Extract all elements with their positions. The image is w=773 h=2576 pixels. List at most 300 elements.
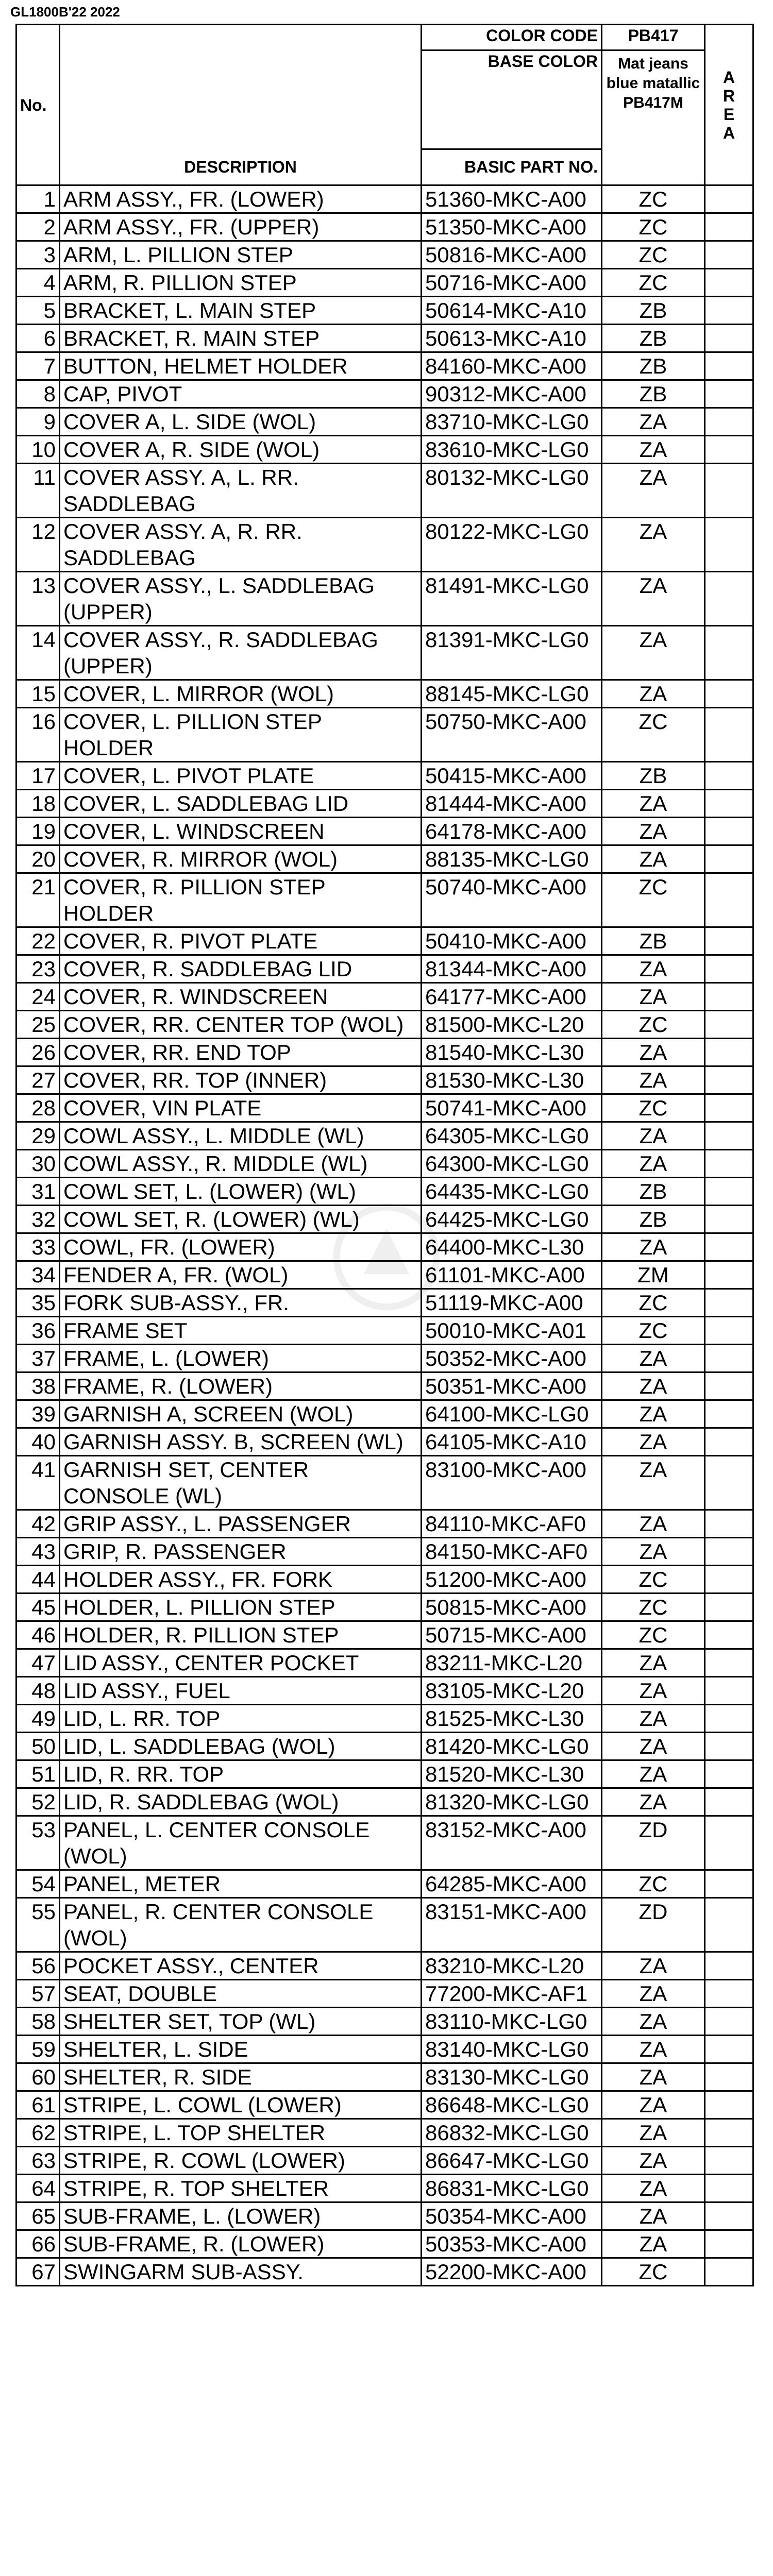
row-description: [60, 436, 422, 464]
row-color-code: ZA: [602, 436, 705, 464]
description-line: COVER, L. SADDLEBAG LID: [63, 791, 349, 816]
row-part-number: 64305-MKC-LG0: [422, 1122, 602, 1150]
table-row: [16, 297, 753, 325]
table-row: [16, 185, 753, 213]
row-number: 20: [16, 845, 60, 873]
row-number: 9: [16, 408, 60, 436]
row-area: [705, 790, 753, 818]
row-part-number: 84110-MKC-AF0: [422, 1510, 602, 1538]
row-number: 38: [16, 1372, 60, 1400]
row-part-number: 51360-MKC-A00: [422, 185, 602, 213]
row-area: [705, 1816, 753, 1870]
row-area: [705, 762, 753, 790]
row-part-number: 50415-MKC-A00: [422, 762, 602, 790]
row-number: 19: [16, 818, 60, 845]
row-area: [705, 1538, 753, 1566]
row-description: [60, 1760, 422, 1788]
table-row: [16, 1428, 753, 1456]
description-line: COVER, VIN PLATE: [63, 1096, 262, 1120]
table-row: [16, 1816, 753, 1870]
table-row: [16, 1066, 753, 1094]
row-number: 34: [16, 1261, 60, 1289]
row-number: 57: [16, 1980, 60, 2008]
header-description: DESCRIPTION: [60, 25, 422, 185]
row-number: 23: [16, 955, 60, 983]
row-number: 45: [16, 1594, 60, 1621]
row-description: [60, 1261, 422, 1289]
row-number: 54: [16, 1870, 60, 1898]
row-part-number: 81491-MKC-LG0: [422, 572, 602, 626]
table-row: [16, 873, 753, 927]
row-color-code: ZA: [602, 2008, 705, 2036]
row-number: 14: [16, 626, 60, 680]
table-row: [16, 1372, 753, 1400]
description-line: GARNISH A, SCREEN (WOL): [63, 1402, 354, 1426]
description-line: FRAME SET: [63, 1318, 188, 1343]
row-number: 25: [16, 1011, 60, 1039]
row-number: 11: [16, 464, 60, 518]
row-color-code: ZB: [602, 1206, 705, 1233]
row-description: [60, 1400, 422, 1428]
row-area: [705, 2091, 753, 2119]
row-area: [705, 1094, 753, 1122]
row-color-code: ZC: [602, 241, 705, 269]
row-area: [705, 325, 753, 352]
row-number: 15: [16, 680, 60, 708]
description-line: COVER, RR. END TOP: [63, 1040, 291, 1064]
row-color-code: ZA: [602, 1952, 705, 1980]
description-line: LID, L. SADDLEBAG (WOL): [63, 1734, 335, 1758]
row-description: [60, 1372, 422, 1400]
description-line: COVER ASSY., L. SADDLEBAG: [63, 573, 375, 598]
row-color-code: ZA: [602, 1649, 705, 1677]
description-line: HOLDER: [63, 901, 154, 925]
description-line: LID, L. RR. TOP: [63, 1706, 221, 1731]
table-row: [16, 1538, 753, 1566]
parts-table: [15, 24, 754, 2286]
row-description: [60, 708, 422, 762]
row-description: [60, 352, 422, 380]
description-line: LID ASSY., FUEL: [63, 1679, 230, 1703]
row-area: [705, 1952, 753, 1980]
description-line: COVER, RR. CENTER TOP (WOL): [63, 1012, 404, 1037]
row-area: [705, 2175, 753, 2202]
row-number: 46: [16, 1621, 60, 1649]
table-row: [16, 325, 753, 352]
table-row: [16, 1677, 753, 1705]
row-description: [60, 1289, 422, 1317]
table-row: [16, 1206, 753, 1233]
row-description: [60, 626, 422, 680]
row-part-number: 50815-MKC-A00: [422, 1594, 602, 1621]
row-description: [60, 2230, 422, 2258]
description-line: POCKET ASSY., CENTER: [63, 1954, 319, 1978]
table-row: [16, 1510, 753, 1538]
row-area: [705, 2036, 753, 2063]
row-description: [60, 185, 422, 213]
description-line: (UPPER): [63, 654, 153, 678]
row-color-code: ZA: [602, 1372, 705, 1400]
row-part-number: 81525-MKC-L30: [422, 1705, 602, 1733]
row-color-code: ZA: [602, 818, 705, 845]
row-area: [705, 2063, 753, 2091]
description-line: ARM, R. PILLION STEP: [63, 270, 297, 295]
row-part-number: 50351-MKC-A00: [422, 1372, 602, 1400]
description-line: SADDLEBAG: [63, 546, 196, 570]
row-number: 21: [16, 873, 60, 927]
row-part-number: 84150-MKC-AF0: [422, 1538, 602, 1566]
row-color-code: ZC: [602, 2258, 705, 2286]
row-description: [60, 1621, 422, 1649]
description-line: STRIPE, R. TOP SHELTER: [63, 2176, 329, 2200]
row-number: 26: [16, 1039, 60, 1066]
row-area: [705, 1456, 753, 1510]
row-color-code: ZC: [602, 1011, 705, 1039]
row-color-code: ZC: [602, 269, 705, 297]
row-color-code: ZA: [602, 2036, 705, 2063]
row-color-code: ZA: [602, 2091, 705, 2119]
row-description: [60, 518, 422, 572]
description-line: COVER, L. PILLION STEP: [63, 709, 322, 734]
description-line: COWL, FR. (LOWER): [63, 1235, 275, 1259]
row-color-code: ZC: [602, 1621, 705, 1649]
row-area: [705, 436, 753, 464]
description-line: COVER, L. WINDSCREEN: [63, 819, 325, 843]
row-description: [60, 1428, 422, 1456]
row-number: 52: [16, 1788, 60, 1816]
row-description: [60, 2258, 422, 2286]
row-number: 66: [16, 2230, 60, 2258]
row-part-number: 64300-MKC-LG0: [422, 1150, 602, 1178]
row-color-code: ZB: [602, 352, 705, 380]
row-area: [705, 2202, 753, 2230]
row-description: [60, 572, 422, 626]
row-area: [705, 1150, 753, 1178]
row-area: [705, 185, 753, 213]
table-row: [16, 1952, 753, 1980]
row-part-number: 64400-MKC-L30: [422, 1233, 602, 1261]
row-part-number: 83130-MKC-LG0: [422, 2063, 602, 2091]
row-part-number: 83610-MKC-LG0: [422, 436, 602, 464]
row-description: [60, 873, 422, 927]
row-number: 59: [16, 2036, 60, 2063]
row-number: 51: [16, 1760, 60, 1788]
description-line: COVER, R. WINDSCREEN: [63, 985, 328, 1009]
table-row: [16, 1621, 753, 1649]
description-line: COVER, RR. TOP (INNER): [63, 1068, 327, 1092]
row-part-number: 50354-MKC-A00: [422, 2202, 602, 2230]
row-number: 39: [16, 1400, 60, 1428]
description-line: PANEL, METER: [63, 1872, 221, 1896]
table-row: [16, 2008, 753, 2036]
row-description: [60, 1094, 422, 1122]
row-part-number: 83210-MKC-L20: [422, 1952, 602, 1980]
description-line: BUTTON, HELMET HOLDER: [63, 354, 348, 378]
row-color-code: ZA: [602, 2119, 705, 2147]
table-row: [16, 1178, 753, 1206]
row-color-code: ZB: [602, 297, 705, 325]
table-row: [16, 2230, 753, 2258]
row-description: [60, 2036, 422, 2063]
row-area: [705, 1649, 753, 1677]
table-row: [16, 1345, 753, 1372]
row-area: [705, 2119, 753, 2147]
table-row: [16, 2175, 753, 2202]
description-line: BRACKET, L. MAIN STEP: [63, 298, 316, 323]
row-number: 32: [16, 1206, 60, 1233]
description-line: GARNISH ASSY. B, SCREEN (WL): [63, 1430, 404, 1454]
row-description: [60, 1345, 422, 1372]
row-part-number: 64285-MKC-A00: [422, 1870, 602, 1898]
row-color-code: ZA: [602, 1980, 705, 2008]
row-number: 58: [16, 2008, 60, 2036]
row-part-number: 81420-MKC-LG0: [422, 1733, 602, 1760]
table-row: [16, 2202, 753, 2230]
row-area: [705, 845, 753, 873]
row-part-number: 50750-MKC-A00: [422, 708, 602, 762]
row-number: 35: [16, 1289, 60, 1317]
header-color-code-label: COLOR CODE: [422, 25, 602, 50]
row-description: [60, 2202, 422, 2230]
row-color-code: ZM: [602, 1261, 705, 1289]
row-area: [705, 1870, 753, 1898]
row-area: [705, 1289, 753, 1317]
description-line: (UPPER): [63, 600, 153, 624]
row-part-number: 83140-MKC-LG0: [422, 2036, 602, 2063]
row-area: [705, 269, 753, 297]
table-row: [16, 927, 753, 955]
header-area-letter: E: [723, 105, 735, 124]
row-number: 60: [16, 2063, 60, 2091]
row-number: 6: [16, 325, 60, 352]
header-color-code-value: PB417: [602, 25, 705, 50]
row-number: 62: [16, 2119, 60, 2147]
row-part-number: 81540-MKC-L30: [422, 1039, 602, 1066]
row-part-number: 84160-MKC-A00: [422, 352, 602, 380]
row-number: 8: [16, 380, 60, 408]
description-line: BRACKET, R. MAIN STEP: [63, 326, 320, 350]
row-part-number: 50353-MKC-A00: [422, 2230, 602, 2258]
description-line: PANEL, L. CENTER CONSOLE: [63, 1818, 370, 1842]
row-number: 64: [16, 2175, 60, 2202]
row-area: [705, 873, 753, 927]
header-area-letter: A: [722, 67, 735, 87]
description-line: FRAME, L. (LOWER): [63, 1346, 270, 1370]
row-number: 29: [16, 1122, 60, 1150]
row-description: [60, 680, 422, 708]
row-color-code: ZA: [602, 1760, 705, 1788]
row-number: 33: [16, 1233, 60, 1261]
description-line: FRAME, R. (LOWER): [63, 1374, 273, 1398]
row-color-code: ZA: [602, 1039, 705, 1066]
row-part-number: 52200-MKC-A00: [422, 2258, 602, 2286]
row-part-number: 50716-MKC-A00: [422, 269, 602, 297]
row-part-number: 88145-MKC-LG0: [422, 680, 602, 708]
row-area: [705, 1345, 753, 1372]
row-part-number: 81520-MKC-L30: [422, 1760, 602, 1788]
table-row: [16, 1649, 753, 1677]
row-number: 67: [16, 2258, 60, 2286]
row-area: [705, 1428, 753, 1456]
header-area: [705, 25, 753, 185]
row-description: [60, 955, 422, 983]
row-color-code: ZC: [602, 1594, 705, 1621]
description-line: ARM ASSY., FR. (LOWER): [63, 187, 324, 211]
description-line: COVER, R. SADDLEBAG LID: [63, 957, 352, 981]
row-color-code: ZA: [602, 1677, 705, 1705]
row-description: [60, 1317, 422, 1345]
description-line: HOLDER: [63, 736, 154, 760]
row-part-number: 90312-MKC-A00: [422, 380, 602, 408]
row-area: [705, 1788, 753, 1816]
description-line: SEAT, DOUBLE: [63, 1981, 217, 2006]
description-line: GRIP, R. PASSENGER: [63, 1539, 287, 1564]
row-part-number: 50614-MKC-A10: [422, 297, 602, 325]
row-area: [705, 983, 753, 1011]
row-description: [60, 1066, 422, 1094]
row-part-number: 80122-MKC-LG0: [422, 518, 602, 572]
row-color-code: ZA: [602, 1733, 705, 1760]
row-color-code: ZA: [602, 845, 705, 873]
row-color-code: ZC: [602, 708, 705, 762]
description-line: SHELTER SET, TOP (WL): [63, 2009, 316, 2033]
row-description: [60, 269, 422, 297]
table-row: [16, 1400, 753, 1428]
table-row: [16, 2063, 753, 2091]
description-line: COVER, R. MIRROR (WOL): [63, 847, 338, 871]
description-line: FORK SUB-ASSY., FR.: [63, 1291, 289, 1315]
row-area: [705, 380, 753, 408]
description-line: CAP, PIVOT: [63, 382, 182, 406]
row-color-code: ZA: [602, 2175, 705, 2202]
description-line: COVER, R. PIVOT PLATE: [63, 929, 318, 953]
row-part-number: 51350-MKC-A00: [422, 213, 602, 241]
table-row: [16, 408, 753, 436]
row-description: [60, 1952, 422, 1980]
row-area: [705, 464, 753, 518]
description-line: ARM ASSY., FR. (UPPER): [63, 215, 320, 239]
row-area: [705, 1594, 753, 1621]
table-row: [16, 1733, 753, 1760]
row-area: [705, 1566, 753, 1594]
row-area: [705, 1233, 753, 1261]
row-area: [705, 708, 753, 762]
row-color-code: ZA: [602, 1150, 705, 1178]
table-row: [16, 213, 753, 241]
row-number: 13: [16, 572, 60, 626]
row-color-code: ZA: [602, 518, 705, 572]
row-area: [705, 818, 753, 845]
row-part-number: 50740-MKC-A00: [422, 873, 602, 927]
row-number: 44: [16, 1566, 60, 1594]
table-row: [16, 2091, 753, 2119]
row-number: 1: [16, 185, 60, 213]
table-row: [16, 955, 753, 983]
parts-table-body: [16, 25, 753, 2286]
row-part-number: 81391-MKC-LG0: [422, 626, 602, 680]
row-number: 42: [16, 1510, 60, 1538]
row-color-code: ZC: [602, 213, 705, 241]
row-description: [60, 2063, 422, 2091]
table-row: [16, 626, 753, 680]
row-color-code: ZA: [602, 1400, 705, 1428]
row-color-code: ZC: [602, 1289, 705, 1317]
row-part-number: 64425-MKC-LG0: [422, 1206, 602, 1233]
row-color-code: ZA: [602, 1345, 705, 1372]
table-row: [16, 1039, 753, 1066]
row-description: [60, 2175, 422, 2202]
table-row: [16, 2258, 753, 2286]
row-description: [60, 1538, 422, 1566]
row-description: [60, 1705, 422, 1733]
description-line: COVER ASSY. A, L. RR.: [63, 465, 299, 489]
table-row: [16, 1594, 753, 1621]
row-number: 28: [16, 1094, 60, 1122]
description-line: GARNISH SET, CENTER: [63, 1458, 309, 1482]
row-part-number: 77200-MKC-AF1: [422, 1980, 602, 2008]
description-line: COWL ASSY., L. MIDDLE (WL): [63, 1124, 364, 1148]
row-area: [705, 1980, 753, 2008]
row-part-number: 83211-MKC-L20: [422, 1649, 602, 1677]
table-row: [16, 1870, 753, 1898]
row-color-code: ZA: [602, 2147, 705, 2175]
row-number: 16: [16, 708, 60, 762]
row-area: [705, 1039, 753, 1066]
table-row: [16, 1760, 753, 1788]
description-line: FENDER A, FR. (WOL): [63, 1263, 289, 1287]
row-number: 56: [16, 1952, 60, 1980]
row-part-number: 81344-MKC-A00: [422, 955, 602, 983]
row-color-code: ZA: [602, 1233, 705, 1261]
row-description: [60, 762, 422, 790]
row-area: [705, 1510, 753, 1538]
row-description: [60, 297, 422, 325]
row-color-code: ZC: [602, 1317, 705, 1345]
row-area: [705, 1372, 753, 1400]
row-color-code: ZA: [602, 1705, 705, 1733]
row-part-number: 83100-MKC-A00: [422, 1456, 602, 1510]
row-area: [705, 2258, 753, 2286]
description-line: HOLDER, R. PILLION STEP: [63, 1623, 339, 1647]
row-color-code: ZA: [602, 1788, 705, 1816]
row-number: 5: [16, 297, 60, 325]
row-number: 49: [16, 1705, 60, 1733]
row-description: [60, 1233, 422, 1261]
row-description: [60, 1898, 422, 1952]
row-area: [705, 1178, 753, 1206]
row-description: [60, 1011, 422, 1039]
row-area: [705, 1261, 753, 1289]
row-number: 30: [16, 1150, 60, 1178]
row-description: [60, 790, 422, 818]
row-part-number: 81500-MKC-L20: [422, 1011, 602, 1039]
table-row: [16, 818, 753, 845]
row-number: 47: [16, 1649, 60, 1677]
row-part-number: 50741-MKC-A00: [422, 1094, 602, 1122]
row-area: [705, 241, 753, 269]
row-area: [705, 352, 753, 380]
description-line: COVER, L. PIVOT PLATE: [63, 764, 314, 788]
row-color-code: ZA: [602, 572, 705, 626]
row-description: [60, 1150, 422, 1178]
row-part-number: 80132-MKC-LG0: [422, 464, 602, 518]
row-part-number: 81320-MKC-LG0: [422, 1788, 602, 1816]
row-area: [705, 1621, 753, 1649]
row-part-number: 50715-MKC-A00: [422, 1621, 602, 1649]
row-description: [60, 1788, 422, 1816]
header-base-color-value: Mat jeans blue matallic PB417M: [602, 50, 705, 185]
row-part-number: 51119-MKC-A00: [422, 1289, 602, 1317]
